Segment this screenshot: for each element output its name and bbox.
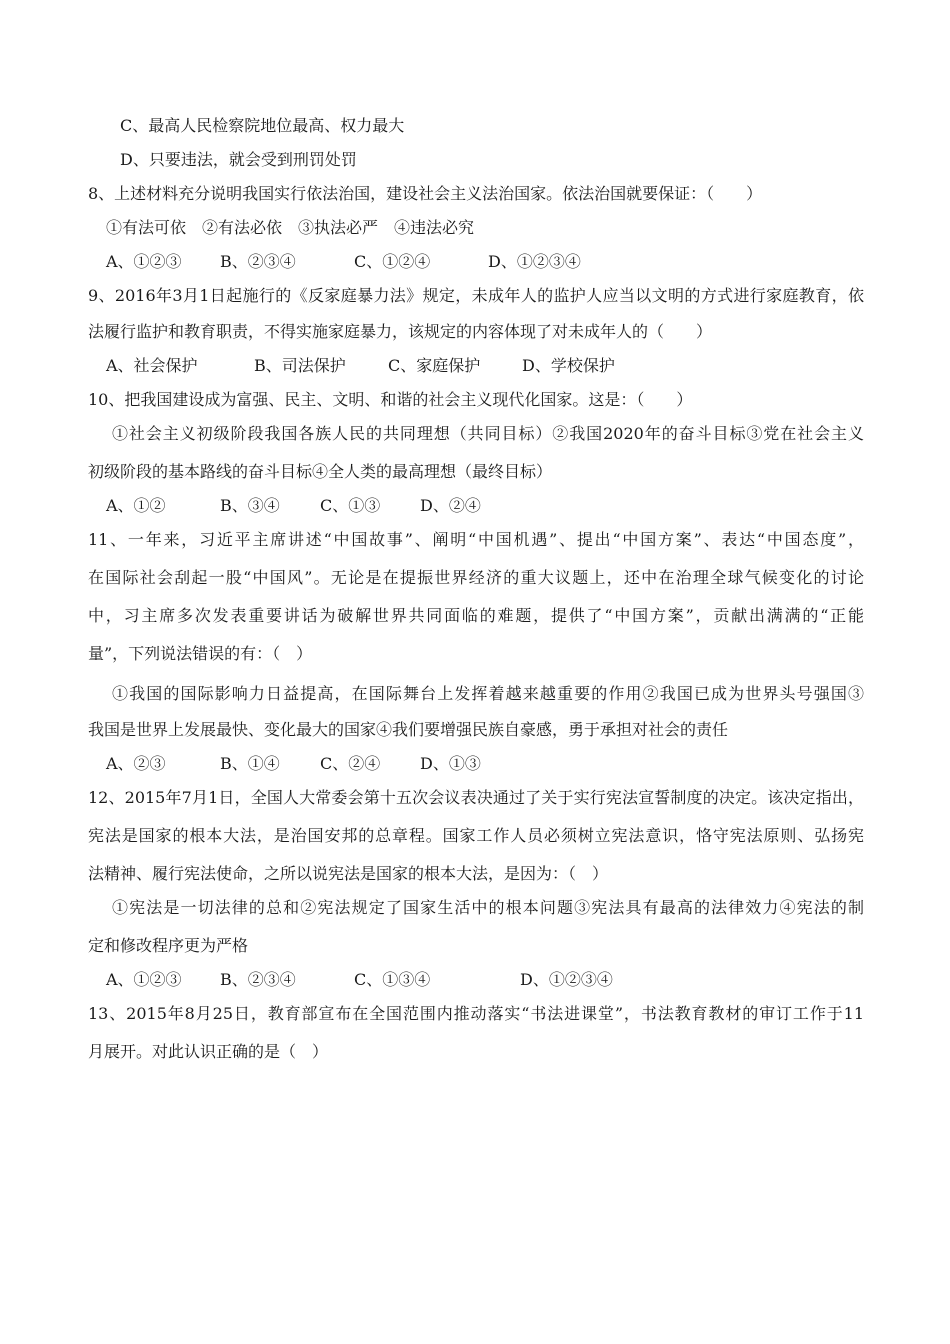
q12-stem-line3: 法精神、履行宪法使命，之所以说宪法是国家的根本大法，是因为：（ ） [88,864,609,883]
q12-stem-line2: 宪法是国家的根本大法，是治国安邦的总章程。国家工作人员必须树立宪法意识，恪守宪法原则、弘扬宪 [88,826,864,845]
q9-option-d: D、学校保护 [522,356,615,375]
q12-statements-line2: 定和修改程序更为严格 [88,936,249,955]
q11-statements-line1: ①我国的国际影响力日益提高，在国际舞台上发挥着越来越重要的作用②我国已成为世界头号强国③ [112,684,864,703]
q9-option-c: C、家庭保护 [388,356,481,375]
q8-option-a: A、①②③ [106,252,182,271]
q9-stem-line2: 法履行监护和教育职责，不得实施家庭暴力，该规定的内容体现了对未成年人的（ ） [88,322,713,341]
q12-option-a: A、①②③ [106,970,182,989]
q10-option-a: A、①② [106,496,166,515]
q9-stem-line1: 9、2016年3月1日起施行的《反家庭暴力法》规定，未成年人的监护人应当以文明的方式进行家庭教育，依 [88,286,864,305]
q10-option-d: D、②④ [420,496,481,515]
q11-stem-line1: 11、一年来，习近平主席讲述“中国故事”、阐明“中国机遇”、提出“中国方案”、表达“中国态度”， [88,530,864,549]
q11-statements-line2: 我国是世界上发展最快、变化最大的国家④我们要增强民族自豪感，勇于承担对社会的责任 [88,720,729,739]
q11-option-b: B、①④ [220,754,280,773]
q11-stem-line3: 中，习主席多次发表重要讲话为破解世界共同面临的难题，提供了“中国方案”，贡献出满满的“正能 [88,606,864,625]
q12-option-b: B、②③④ [220,970,296,989]
q7-option-c: C、最高人民检察院地位最高、权力最大 [120,116,405,135]
q7-option-d: D、只要违法，就会受到刑罚处罚 [120,150,357,169]
q10-stem: 10、把我国建设成为富强、民主、文明、和谐的社会主义现代化国家。这是：（ ） [88,390,693,409]
q12-option-d: D、①②③④ [520,970,613,989]
q9-option-a: A、社会保护 [106,356,198,375]
q9-option-b: B、司法保护 [254,356,346,375]
q10-statements-line2: 初级阶段的基本路线的奋斗目标④全人类的最高理想（最终目标） [88,462,553,481]
q11-stem-line4: 量”，下列说法错误的有：（ ） [88,644,313,663]
q11-option-a: A、②③ [106,754,166,773]
q13-stem-line2: 月展开。对此认识正确的是（ ） [88,1042,329,1061]
q11-option-d: D、①③ [420,754,481,773]
q10-option-c: C、①③ [320,496,381,515]
q11-stem-line2: 在国际社会刮起一股“中国风”。无论是在提振世界经济的重大议题上，还中在治理全球气候变化的讨论 [88,568,864,587]
q10-statements-line1: ①社会主义初级阶段我国各族人民的共同理想（共同目标）②我国2020年的奋斗目标③党在社会主义 [112,424,864,443]
q8-statements: ①有法可依 ②有法必依 ③执法必严 ④违法必究 [106,218,475,237]
q13-stem-line1: 13、2015年8月25日，教育部宣布在全国范围内推动落实“书法进课堂”，书法教育教材的审订工作于11 [88,1004,864,1023]
q8-stem: 8、上述材料充分说明我国实行依法治国，建设社会主义法治国家。依法治国就要保证：（ ） [88,184,763,203]
q10-option-b: B、③④ [220,496,280,515]
q8-option-c: C、①②④ [354,252,431,271]
q11-option-c: C、②④ [320,754,381,773]
q12-stem-line1: 12、2015年7月1日，全国人大常委会第十五次会议表决通过了关于实行宪法宣誓制度的决定。该决定指出， [88,788,864,807]
q8-option-b: B、②③④ [220,252,296,271]
q12-statements-line1: ①宪法是一切法律的总和②宪法规定了国家生活中的根本问题③宪法具有最高的法律效力④宪法的制 [112,898,864,917]
q12-option-c: C、①③④ [354,970,431,989]
q8-option-d: D、①②③④ [488,252,581,271]
